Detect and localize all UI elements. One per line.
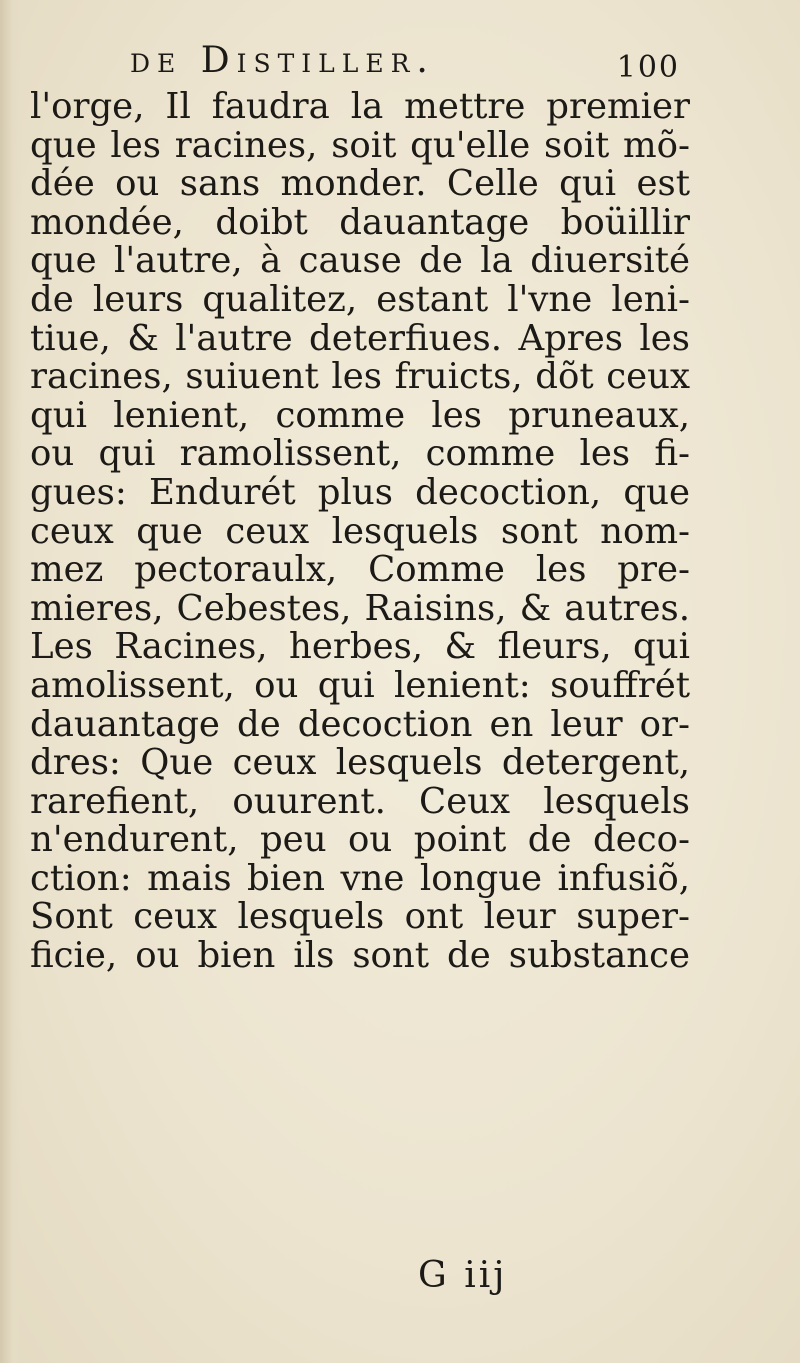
text-line: l'orge, Il faudra la mettre premier [30,86,690,127]
text-line: amolissent, ou qui lenient: souffrét [30,664,690,706]
text-line: mondée, doibt dauantage boüillir [30,201,690,243]
page-header [130,40,680,90]
running-title: de Distiller. [130,40,435,81]
text-line: mieres, Cebestes, Raisins, & autres. [30,587,690,629]
text-line: dres: Que ceux lesquels detergent, [30,742,690,784]
binding-edge [0,0,22,1363]
text-line: que les racines, soit qu'elle soit mõ- [30,124,690,166]
text-line: racines, suiuent les fruicts, dõt ceux [30,356,690,398]
text-line: ou qui ramolissent, comme les fi- [30,433,690,475]
text-line: n'endurent, peu ou point de deco- [30,819,690,861]
signature-mark: G iij [418,1255,508,1296]
text-line: que l'autre, à cause de la diuersité [30,240,690,282]
text-line: rarefient, ouurent. Ceux lesquels [30,780,690,822]
text-line: ceux que ceux lesquels sont nom- [30,510,690,552]
text-line: Les Racines, herbes, & fleurs, qui [30,626,690,668]
text-line: Sont ceux lesquels ont leur super- [30,896,690,938]
text-line: dée ou sans monder. Celle qui est [30,163,690,205]
body-text [30,88,690,976]
text-line: dauantage de decoction en leur or- [30,703,690,745]
text-line: qui lenient, comme les pruneaux, [30,394,690,436]
text-line: tiue, & l'autre deterfiues. Apres les [30,317,690,359]
page-number: 100 [616,50,680,85]
text-line: gues: Endurét plus decoction, que [30,471,690,513]
text-line: mez pectoraulx, Comme les pre- [30,549,690,591]
text-line: ction: mais bien vne longue infusiõ, [30,857,690,899]
text-line: de leurs qualitez, estant l'vne leni- [30,278,690,320]
text-line: ficie, ou bien ils sont de substance [30,935,690,977]
